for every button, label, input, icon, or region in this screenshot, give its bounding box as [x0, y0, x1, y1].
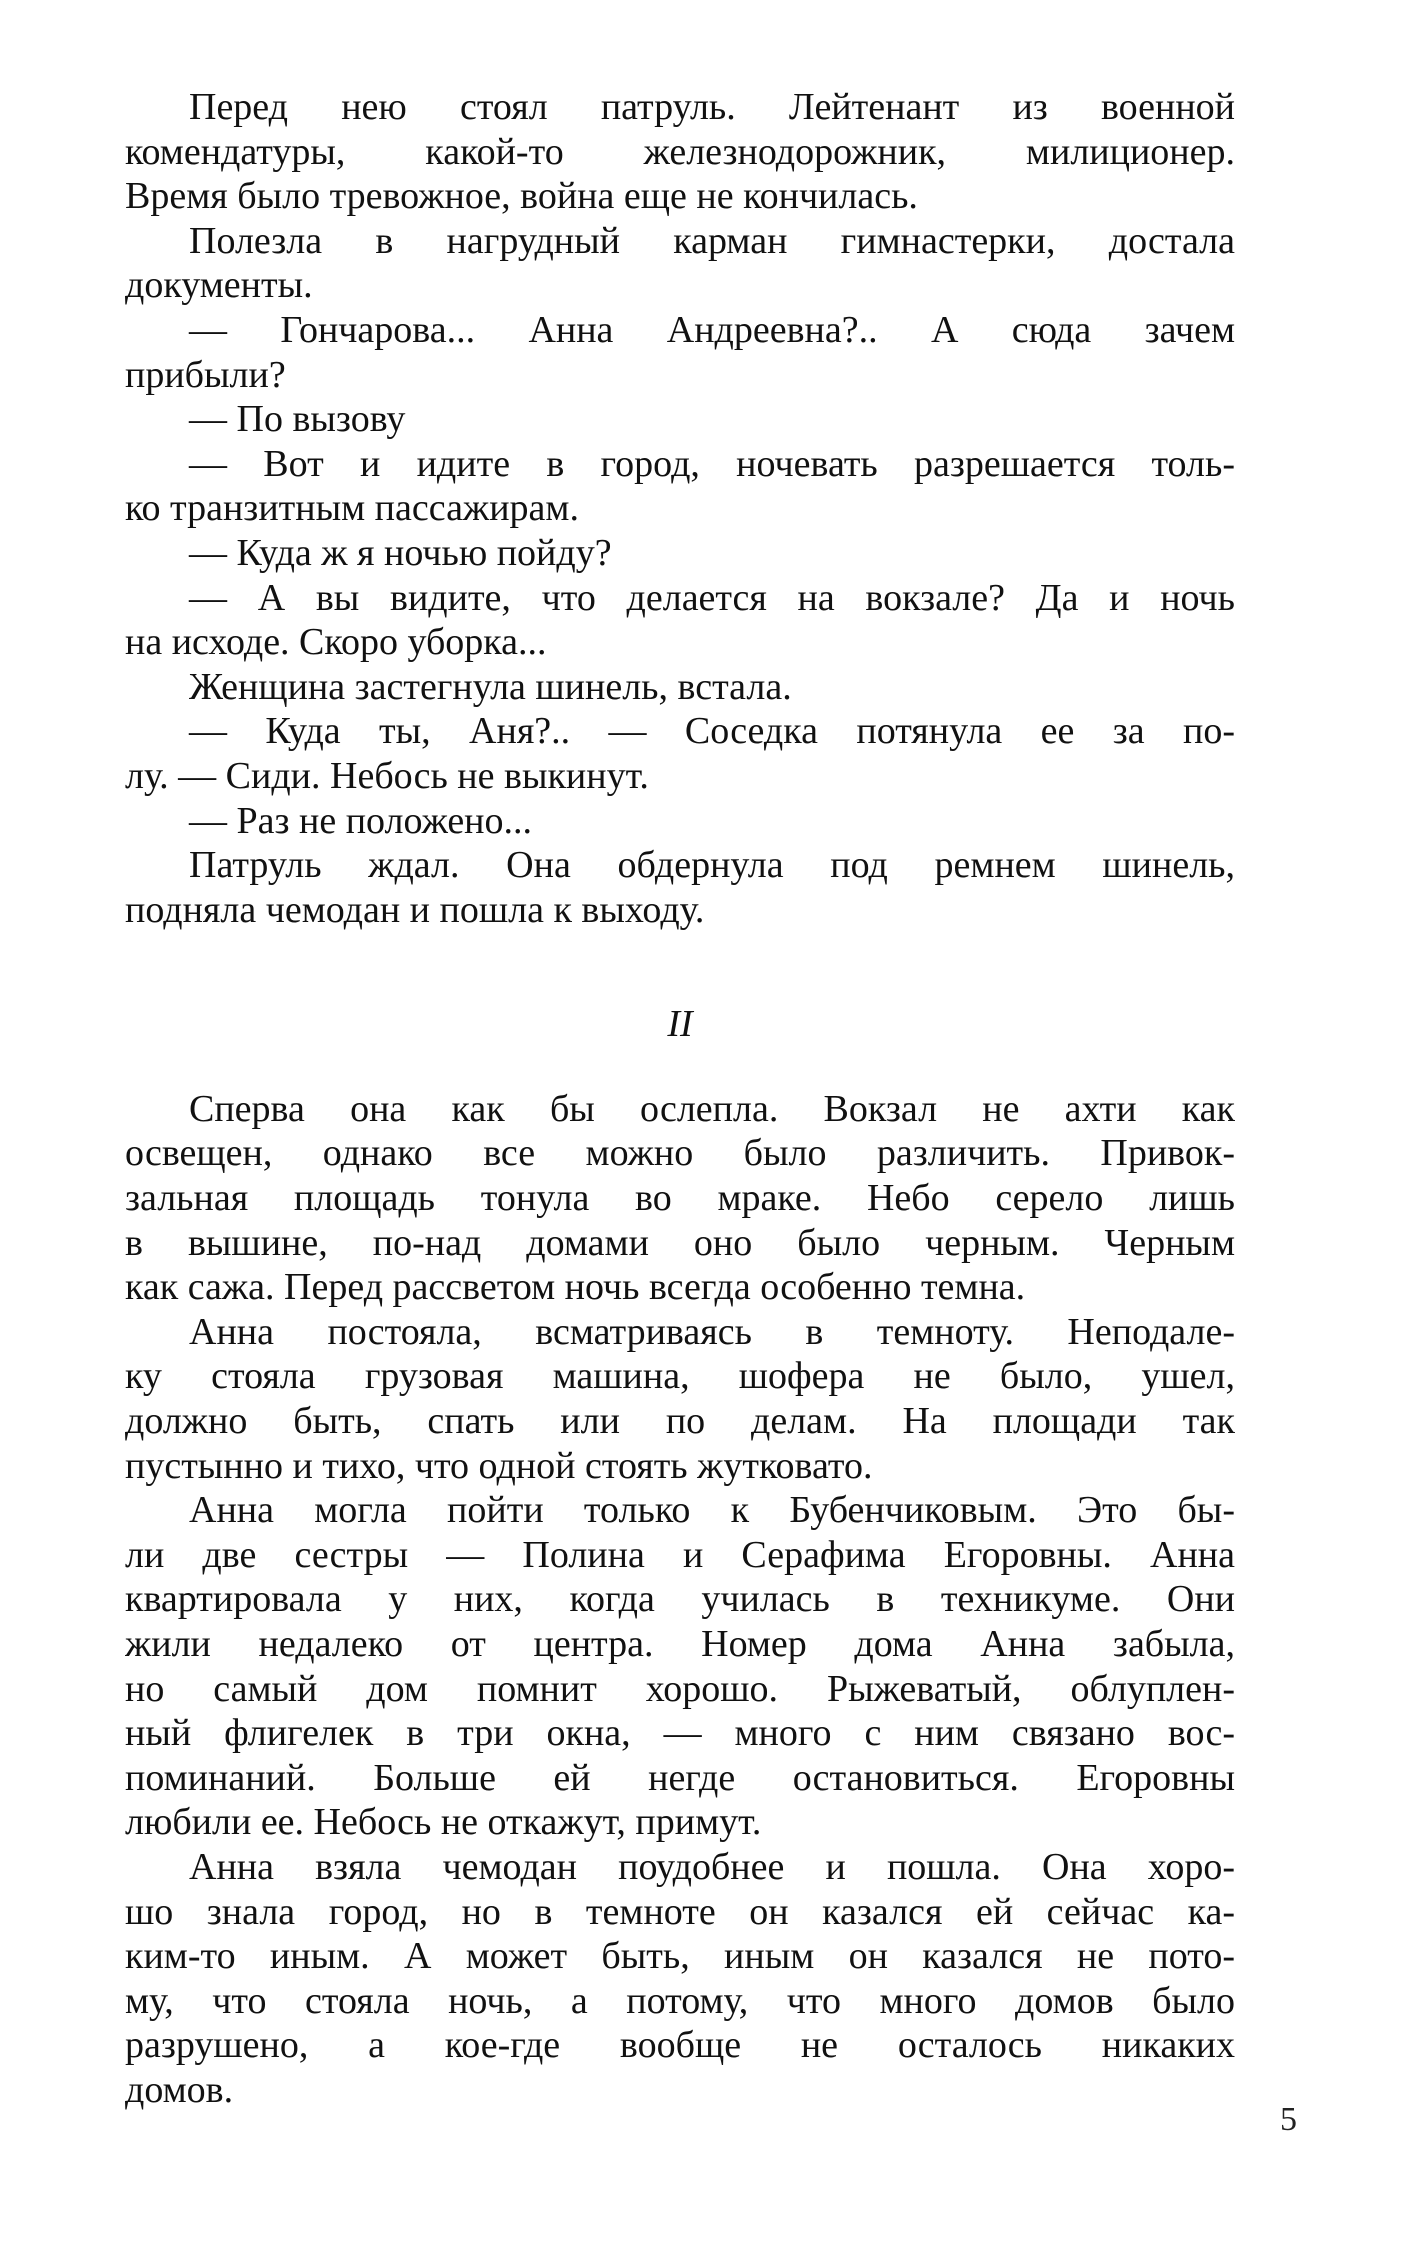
text-line: в вышине, по-над домами оно было черным. Черным [125, 1221, 1235, 1264]
text-line: Время было тревожное, война еще не кончилась. [125, 175, 918, 218]
text-line: на исходе. Скоро уборка... [125, 621, 547, 664]
paragraph [125, 308, 1235, 397]
paragraph [125, 1845, 1235, 2113]
text-line: — Раз не положено... [189, 799, 533, 842]
text-line: му, что стояла ночь, а потому, что много домов было [125, 1979, 1235, 2022]
text-line: документы. [125, 264, 313, 307]
text-line: освещен, однако все можно было различить. Привок- [125, 1132, 1235, 1175]
text-line: — А вы видите, что делается на вокзале? Да и ночь [189, 576, 1235, 619]
text-line: пустынно и тихо, что одной стоять жутковато. [125, 1444, 873, 1487]
page-number: 5 [1280, 2101, 1297, 2138]
paragraph [125, 531, 1235, 576]
paragraph [125, 1310, 1235, 1488]
text-line: Перед нею стоял патруль. Лейтенант из военной [189, 86, 1235, 128]
text-section-2 [125, 1087, 1235, 2113]
text-line: но самый дом помнит хорошо. Рыжеватый, облуплен- [125, 1667, 1235, 1710]
text-line: лу. — Сиди. Небось не выкинут. [125, 754, 649, 797]
paragraph [125, 219, 1235, 308]
text-section-1 [125, 85, 1235, 932]
text-line: — Куда ж я ночью пойду? [189, 531, 612, 574]
text-line: как сажа. Перед рассветом ночь всегда особенно темна. [125, 1266, 1026, 1309]
text-line: шо знала город, но в темноте он казался ей сейчас ка- [125, 1890, 1235, 1933]
text-line: — Гончарова... Анна Андреевна?.. А сюда зачем [189, 308, 1235, 351]
text-line: ку стояла грузовая машина, шофера не было, ушел, [125, 1355, 1235, 1398]
text-line: — По вызову [189, 398, 406, 441]
text-line: домов. [125, 2068, 234, 2111]
paragraph [125, 442, 1235, 531]
text-line: ли две сестры — Полина и Серафима Егоровны. Анна [125, 1533, 1235, 1576]
text-line: Патруль ждал. Она обдернула под ремнем шинель, [189, 844, 1235, 887]
text-line: подняла чемодан и пошла к выходу. [125, 888, 705, 931]
text-line: ный флигелек в три окна, — много с ним связано вос- [125, 1712, 1235, 1755]
paragraph [125, 799, 1235, 844]
paragraph [125, 709, 1235, 798]
page-body [125, 85, 1235, 2113]
text-line: — Вот и идите в город, ночевать разрешается толь- [189, 442, 1235, 485]
text-line: Анна постояла, всматриваясь в темноту. Неподале- [189, 1310, 1235, 1353]
paragraph [125, 576, 1235, 665]
text-line: ко транзитным пассажирам. [125, 487, 579, 530]
text-line: квартировала у них, когда училась в техникуме. Они [125, 1578, 1235, 1621]
text-line: должно быть, спать или по делам. На площади так [125, 1400, 1235, 1443]
paragraph [125, 1087, 1235, 1310]
paragraph [125, 843, 1235, 932]
paragraph [125, 85, 1235, 219]
text-line: комендатуры, какой-то железнодорожник, милиционер. [125, 130, 1235, 173]
text-line: прибыли? [125, 353, 286, 396]
text-line: зальная площадь тонула во мраке. Небо серело лишь [125, 1177, 1235, 1220]
text-line: — Куда ты, Аня?.. — Соседка потянула ее за по- [189, 710, 1235, 753]
chapter-heading: II [667, 1003, 693, 1046]
text-line: Женщина застегнула шинель, встала. [189, 665, 792, 708]
text-line: жили недалеко от центра. Номер дома Анна забыла, [125, 1623, 1235, 1665]
text-line: ким-то иным. А может быть, иным он казался не пото- [125, 1935, 1235, 1978]
text-line: любили ее. Небось не откажут, примут. [125, 1801, 762, 1844]
text-line: Анна могла пойти только к Бубенчиковым. Это бы- [189, 1489, 1235, 1532]
text-line: разрушено, а кое-где вообще не осталось никаких [125, 2024, 1235, 2067]
text-line: Полезла в нагрудный карман гимнастерки, достала [189, 219, 1235, 262]
paragraph [125, 665, 1235, 710]
text-line: Анна взяла чемодан поудобнее и пошла. Она хоро- [189, 1845, 1235, 1888]
text-line: Сперва она как бы ослепла. Вокзал не ахти как [189, 1087, 1235, 1130]
paragraph [125, 1488, 1235, 1845]
text-line: поминаний. Больше ей негде остановиться. Егоровны [125, 1756, 1235, 1799]
paragraph [125, 397, 1235, 442]
